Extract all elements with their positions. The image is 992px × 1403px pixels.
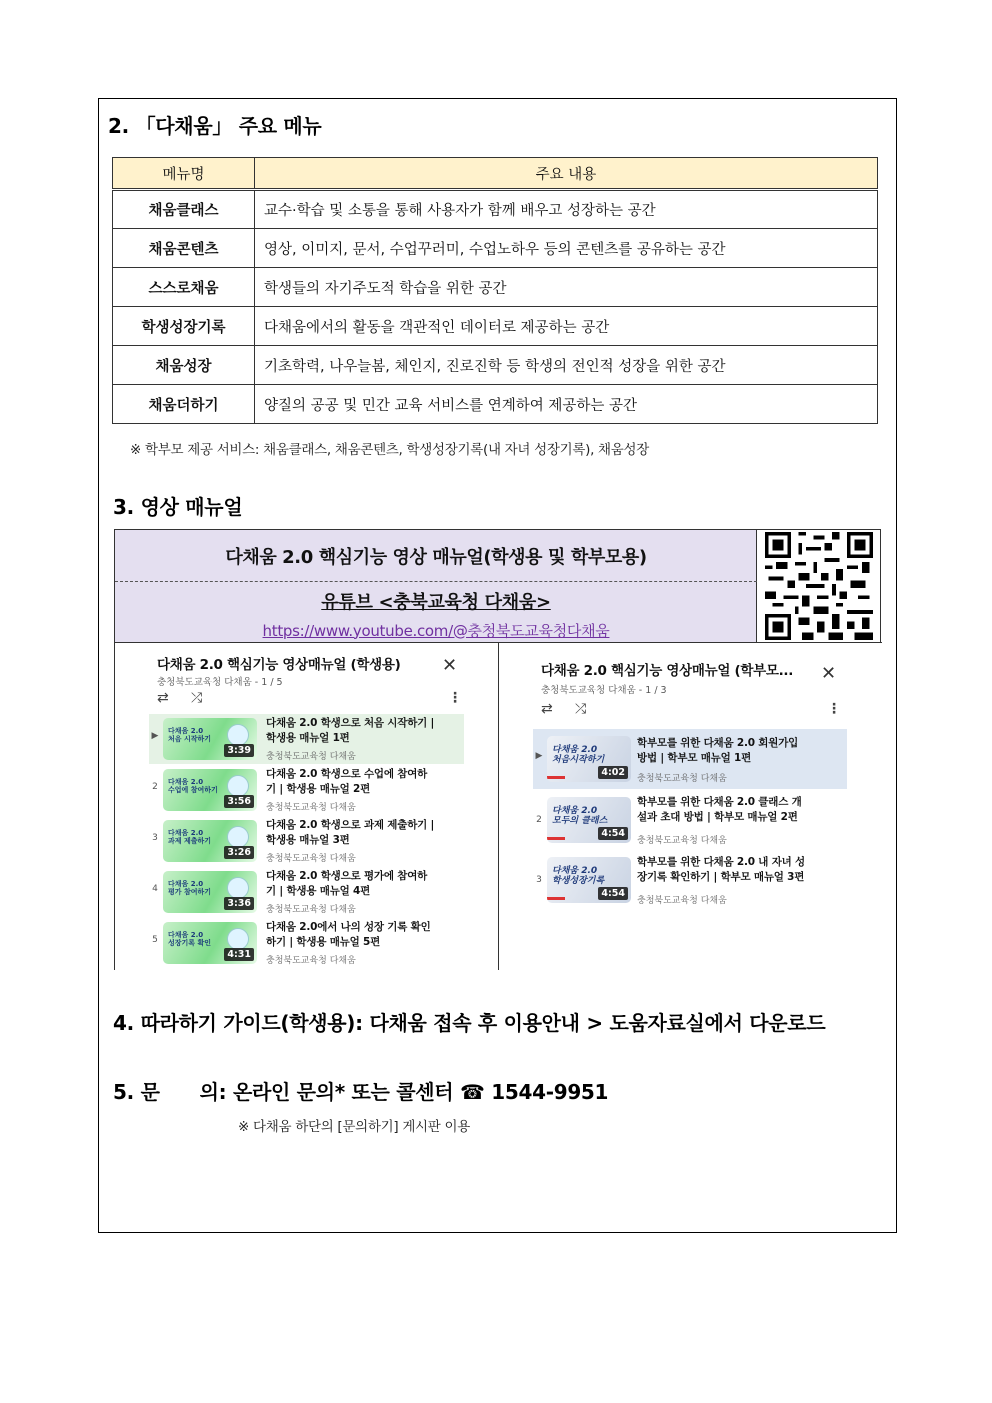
menu-table [112,157,878,424]
banner-title: 다채움 2.0 핵심기능 영상 매뉴얼(학생용 및 학부모용) [115,530,757,582]
thumbnail-text: 학생성장기록 [552,876,605,886]
channel-name: 충청북도교육청 다채움 [637,896,727,906]
thumbnail-text: 다채움 2.0 [168,778,204,786]
student-playlist-subtitle: 충청북도교육청 다채움 - 1 / 5 [157,677,283,688]
channel-name: 충청북도교육청 다채움 [637,836,727,846]
thumbnail-text: 다채움 2.0 [168,829,204,837]
menu-desc-cell: 영상, 이미지, 문서, 수업꾸러미, 수업노하우 등의 콘텐츠를 공유하는 공간 [255,229,878,268]
thumbnail-text: 처음 시작하기 [168,735,212,743]
playlist-item-parent-3[interactable] [533,853,847,909]
menu-desc-cell: 양질의 공공 및 민간 교육 서비스를 연계하여 제공하는 공간 [255,385,878,424]
thumbnail-text: 다채움 2.0 [168,880,204,888]
more-options-icon[interactable]: ⋮ [448,690,462,706]
table-row [113,307,878,346]
parent-services-note: ※ 학부모 제공 서비스: 채움클래스, 채움콘텐츠, 학생성장기록(내 자녀 성장기록), 채움성장 [130,442,650,458]
col-header-main-content: 주요 내용 [255,158,878,190]
thumbnail-text: 성장기록 확인 [168,939,212,947]
thumbnail-text: 다채움 2.0 [552,806,598,816]
menu-name-cell: 채움성장 [113,346,255,385]
video-title[interactable]: 다채움 2.0 학생으로 처음 시작하기 | 학생용 매뉴얼 1편 [266,717,435,744]
video-title[interactable]: 다채움 2.0 학생으로 과제 제출하기 | 학생용 매뉴얼 3편 [266,819,435,846]
thumbnail-text: 과제 제출하기 [168,837,212,845]
table-row [113,190,878,229]
channel-name: 충청북도교육청 다채움 [266,905,356,915]
menu-desc-cell: 기초학력, 나우늘봄, 체인지, 진로진학 등 학생의 전인적 성장을 위한 공간 [255,346,878,385]
menu-name-cell: 학생성장기록 [113,307,255,346]
playlist-item-student-1[interactable] [149,714,464,764]
youtube-url-link[interactable]: https://www.youtube.com/@충청북도교육청다채움 [262,621,610,640]
video-thumbnail[interactable] [163,769,257,811]
video-thumbnail[interactable] [163,871,257,913]
section-2-heading: 2. 「다채움」 주요 메뉴 [108,114,322,138]
menu-desc-cell: 다채움에서의 활동을 객관적인 데이터로 제공하는 공간 [255,307,878,346]
video-thumbnail[interactable] [547,736,631,782]
item-index: 2 [536,815,542,825]
menu-name-cell: 채움더하기 [113,385,255,424]
section-4-heading: 4. 따라하기 가이드(학생용): 다채움 접속 후 이용안내 > 도움자료실에서 다운로드 [113,1011,826,1035]
video-duration: 3:36 [224,897,254,910]
video-duration: 4:54 [598,827,628,840]
video-title[interactable]: 학부모를 위한 다채움 2.0 클래스 개 설과 초대 방법 | 학부모 매뉴얼 2편 [637,796,802,823]
thumbnail-text: 다채움 2.0 [168,931,204,939]
thumbnail-accent [547,776,565,779]
character-icon [227,877,249,899]
menu-name-cell: 채움클래스 [113,190,255,229]
loop-icon[interactable]: ⇄ [541,701,553,717]
shuffle-icon[interactable]: ⤮ [191,690,203,706]
channel-name: 충청북도교육청 다채움 [266,752,356,762]
table-row [113,385,878,424]
close-icon[interactable]: ✕ [821,663,837,684]
channel-name: 충청북도교육청 다채움 [266,854,356,864]
video-duration: 4:02 [598,766,628,779]
character-icon [227,724,249,746]
playlist-item-student-5[interactable] [149,918,464,968]
video-title[interactable]: 다채움 2.0 학생으로 평가에 참여하 기 | 학생용 매뉴얼 4편 [266,870,428,897]
menu-desc-cell: 학생들의 자기주도적 학습을 위한 공간 [255,268,878,307]
menu-desc-cell: 교수·학습 및 소통을 통해 사용자가 함께 배우고 성장하는 공간 [255,190,878,229]
video-duration: 3:26 [224,846,254,859]
parent-playlist-title: 다채움 2.0 핵심기능 영상매뉴얼 (학부모... [541,663,794,679]
thumbnail-text: 수업에 참여하기 [168,786,218,794]
parent-playlist-subtitle: 충청북도교육청 다채움 - 1 / 3 [541,685,667,696]
video-title[interactable]: 학부모를 위한 다채움 2.0 회원가입 방법 | 학부모 매뉴얼 1편 [637,737,799,764]
more-options-icon[interactable]: ⋮ [827,701,841,717]
video-thumbnail[interactable] [163,922,257,964]
character-icon [227,826,249,848]
student-playlist-panel [115,643,498,970]
playlist-item-parent-1[interactable] [533,729,847,789]
loop-icon[interactable]: ⇄ [157,690,169,706]
now-playing-icon: ▶ [535,751,543,761]
shuffle-icon[interactable]: ⤮ [575,701,587,717]
table-row [113,346,878,385]
thumbnail-accent [547,837,565,840]
item-index: 2 [152,782,158,792]
thumbnail-text: 처음시작하기 [552,755,605,765]
close-icon[interactable]: ✕ [442,655,458,676]
channel-name: 충청북도교육청 다채움 [637,774,727,784]
video-title[interactable]: 학부모를 위한 다채움 2.0 내 자녀 성 장기록 확인하기 | 학부모 매뉴얼 3편 [637,856,805,883]
video-duration: 3:39 [224,744,254,757]
video-title[interactable]: 다채움 2.0 학생으로 수업에 참여하 기 | 학생용 매뉴얼 2편 [266,768,428,795]
table-row [113,268,878,307]
character-icon [227,928,249,950]
video-title[interactable]: 다채움 2.0에서 나의 성장 기록 확인 하기 | 학생용 매뉴얼 5편 [266,921,431,948]
section-3-heading: 3. 영상 매뉴얼 [113,495,243,519]
item-index: 4 [152,884,158,894]
video-thumbnail[interactable] [547,797,631,843]
student-playlist-title: 다채움 2.0 핵심기능 영상매뉴얼 (학생용) [157,657,401,673]
playlist-item-student-4[interactable] [149,867,464,917]
thumbnail-text: 다채움 2.0 [552,866,598,876]
video-duration: 4:54 [598,887,628,900]
channel-name: 충청북도교육청 다채움 [266,956,356,966]
inquiry-note: ※ 다채움 하단의 [문의하기] 게시판 이용 [238,1119,471,1135]
video-manual-banner [115,530,757,642]
col-header-menu-name: 메뉴명 [113,158,255,190]
video-thumbnail[interactable] [163,820,257,862]
item-index: 5 [152,935,158,945]
video-thumbnail[interactable] [547,857,631,903]
parent-playlist-panel [499,643,881,970]
thumbnail-text: 다채움 2.0 [168,727,204,735]
item-index: 3 [152,833,158,843]
menu-name-cell: 채움콘텐츠 [113,229,255,268]
menu-name-cell: 스스로채움 [113,268,255,307]
channel-name: 충청북도교육청 다채움 [266,803,356,813]
table-row [113,229,878,268]
video-thumbnail[interactable] [163,718,257,760]
playlist-item-student-3[interactable] [149,816,464,866]
youtube-channel-label[interactable]: 유튜브 <충북교육청 다채움> [321,592,551,613]
playlist-item-student-2[interactable] [149,765,464,815]
item-index: 3 [536,875,542,885]
now-playing-icon: ▶ [151,731,159,741]
thumbnail-text: 모두의 클래스 [552,816,608,826]
thumbnail-text: 다채움 2.0 [552,745,598,755]
qr-code-icon[interactable] [765,532,873,640]
menu-table-header [113,158,878,190]
section-5-heading: 5. 문 의: 온라인 문의* 또는 콜센터 ☎ 1544-9951 [113,1080,609,1104]
video-manual-box [114,529,881,970]
thumbnail-text: 평가 참여하기 [168,888,212,896]
playlist-item-parent-2[interactable] [533,793,847,849]
thumbnail-accent [547,897,565,900]
video-duration: 4:31 [224,948,254,961]
video-duration: 3:56 [224,795,254,808]
character-icon [227,775,249,797]
